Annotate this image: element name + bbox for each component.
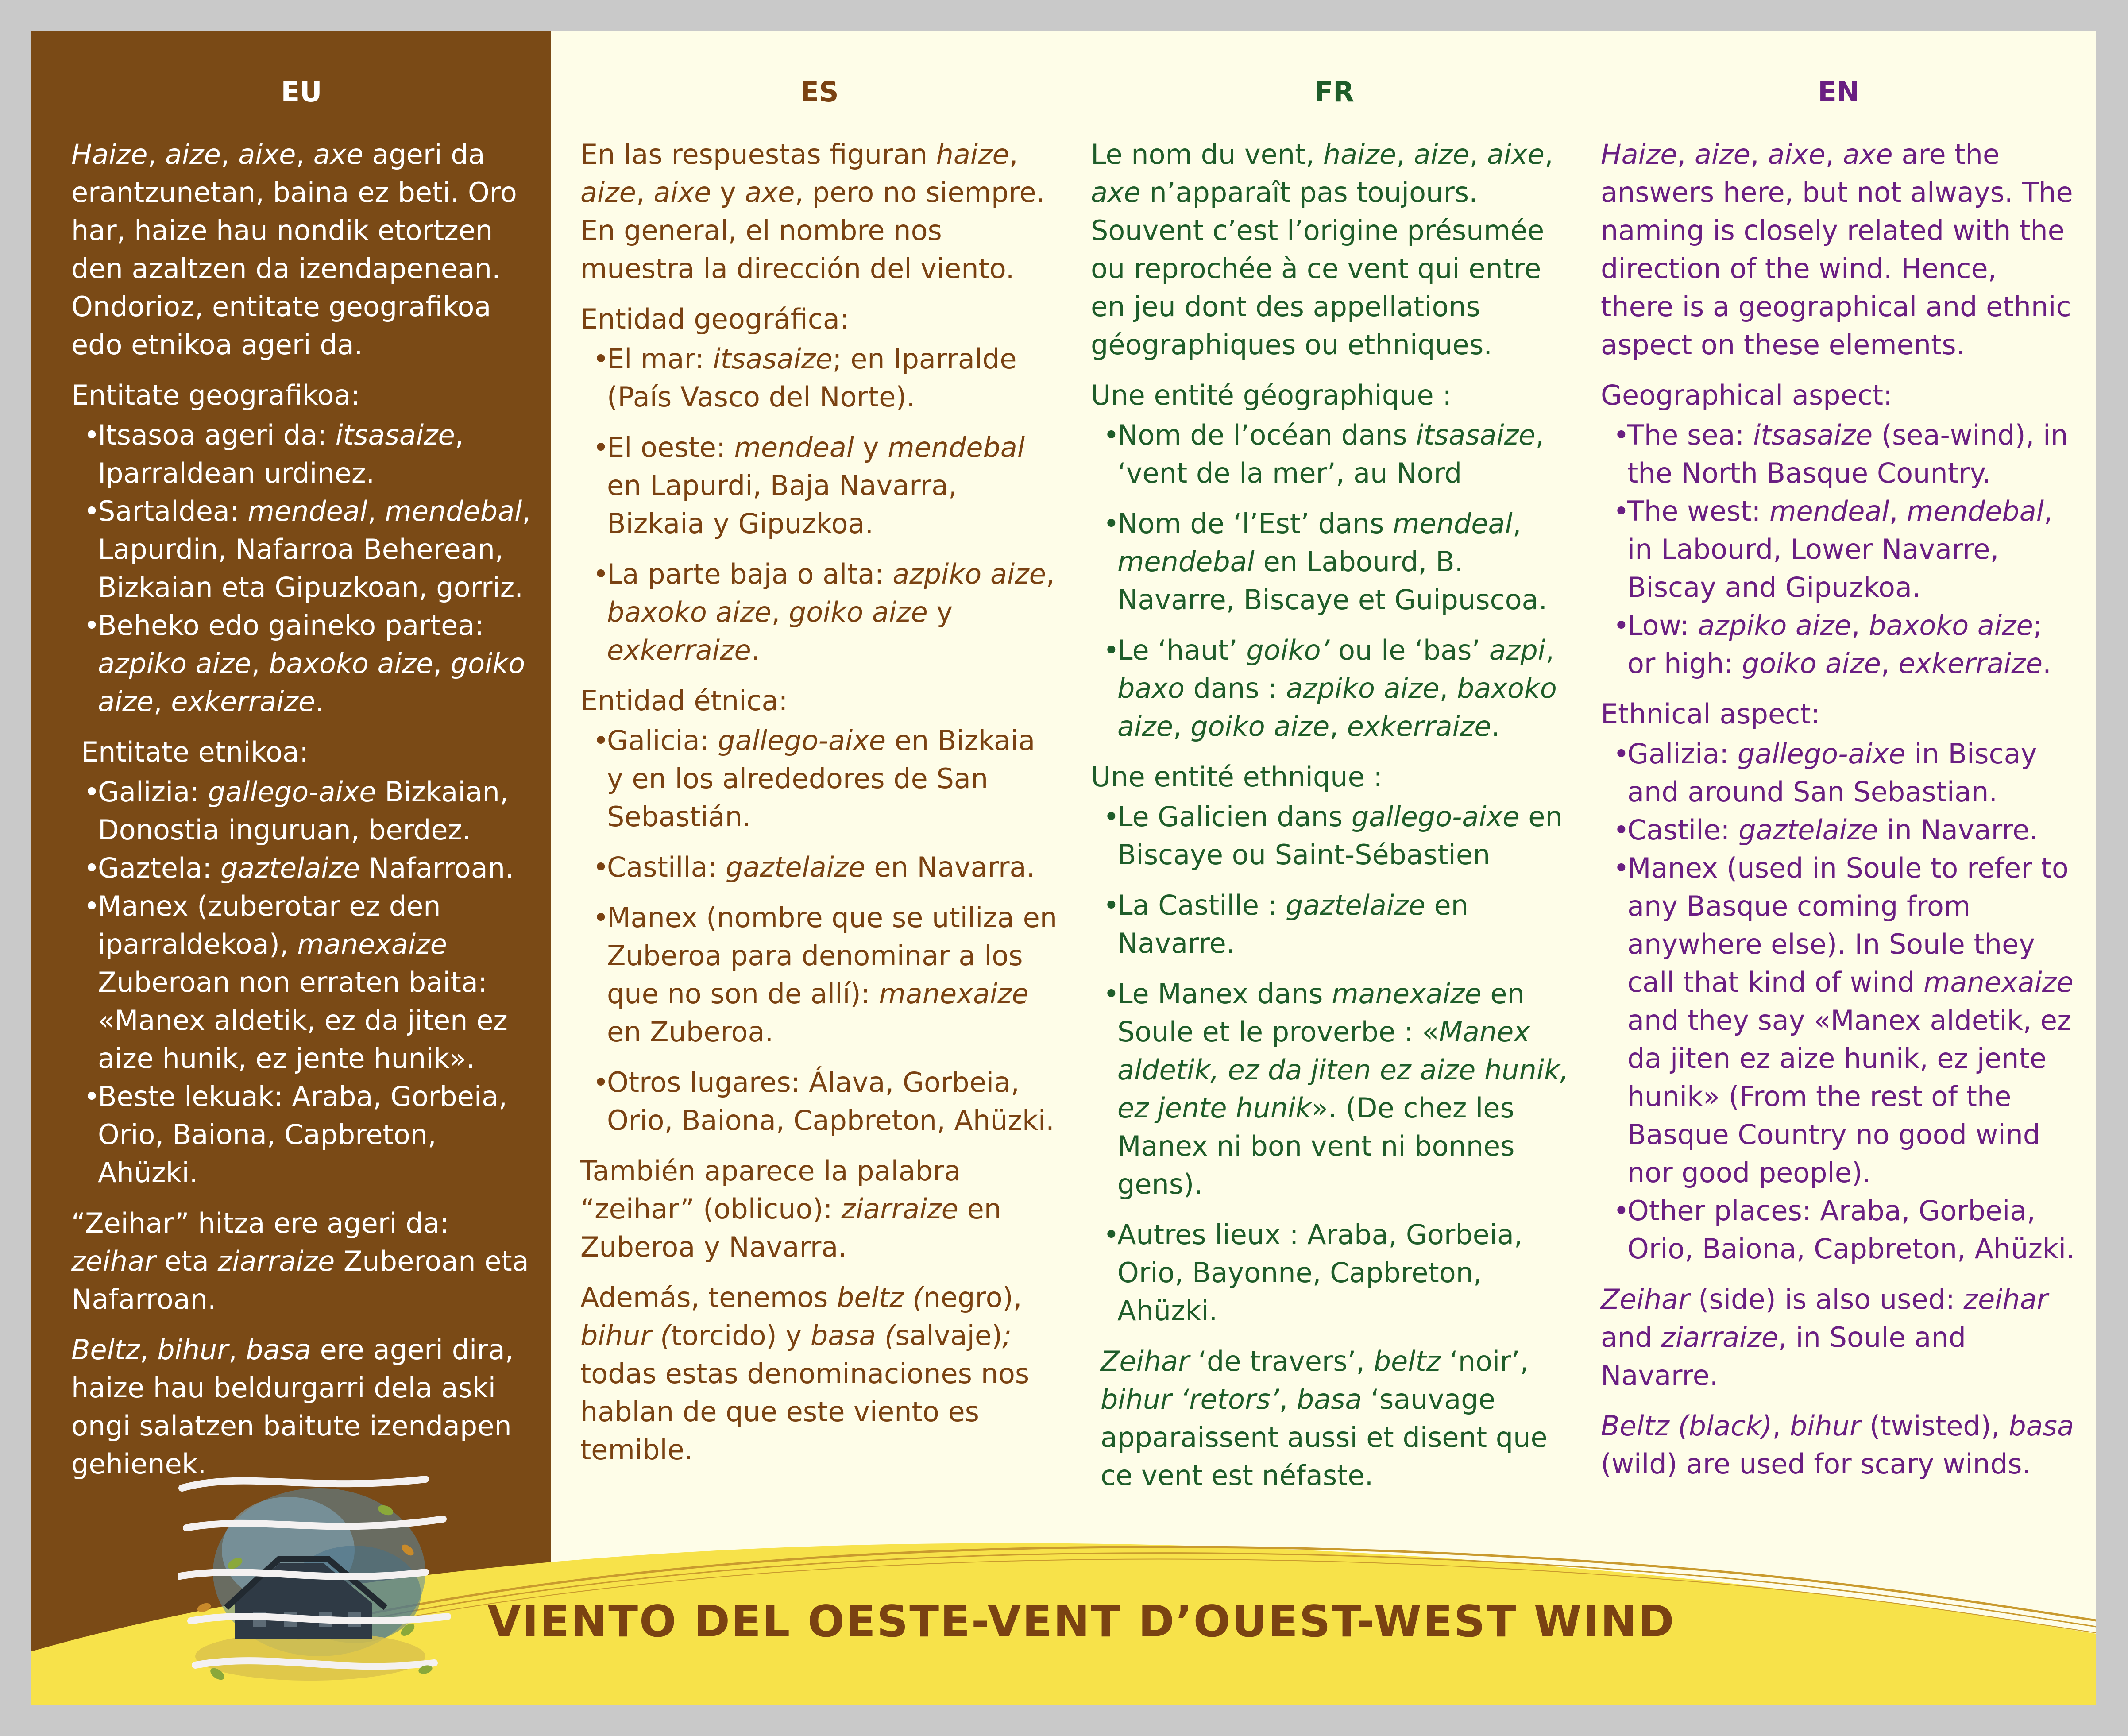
eu-geo-list [71,416,532,721]
list-item: • Le Galicien dans gallego-aixe en Biscaye ou Saint-Sébastien [1117,798,1578,874]
list-item: • Beste lekuak: Araba, Gorbeia, Orio, Baiona, Capbreton, Ahüzki. [98,1078,532,1192]
list-item: • Galizia: gallego-aixe Bizkaian, Donostia inguruan, berdez. [98,773,532,849]
eu-intro: Haize, aize, aixe, axe ageri da erantzunetan, baina ez beti. Oro har, haize hau nondik etortzen den azaltzen da izendapenean. Ondorioz, entitate geografikoa edo etnikoa ageri da. [71,138,517,361]
es-geo-label: Entidad geográfica: [580,303,849,335]
list-item: • Autres lieux : Araba, Gorbeia, Orio, Bayonne, Capbreton, Ahüzki. [1117,1216,1578,1330]
eu-geo-label: Entitate geografikoa: [71,379,360,411]
list-item: • The sea: itsasaize (sea-wind), in the North Basque Country. [1627,416,2077,492]
list-item: • The west: mendeal, mendebal, in Labourd, Lower Navarre, Biscay and Gipuzkoa. [1627,492,2077,607]
es-eth-label: Entidad étnica: [580,684,788,717]
list-item: • Castile: gaztelaize in Navarre. [1627,811,2077,849]
list-item: • Itsasoa ageri da: itsasaize, Iparraldean urdinez. [98,416,532,492]
eu-eth-label: Entitate etnikoa: [81,736,309,768]
list-item: • Castilla: gaztelaize en Navarra. [607,848,1058,886]
en-zeihar: Zeihar (side) is also used: zeihar and ziarraize, in Soule and Navarre. [1601,1283,2048,1392]
list-item: • El oeste: mendeal y mendebal en Lapurdi, Baja Navarra, Bizkaia y Gipuzkoa. [607,429,1058,543]
list-item: • Galicia: gallego-aixe en Bizkaia y en los alrededores de San Sebastián. [607,722,1058,836]
es-eth-list [580,722,1058,1140]
en-geo-label: Geographical aspect: [1601,379,1892,411]
wind-house-illustration [178,1461,452,1692]
list-item: • Galizia: gallego-aixe in Biscay and around San Sebastian. [1627,735,2077,811]
list-item: • Nom de l’océan dans itsasaize, ‘vent de la mer’, au Nord [1117,416,1578,492]
list-item: • Le Manex dans manexaize en Soule et le proverbe : «Manex aldetik, ez da jiten ez aize hunik, ez jente hunik». (De chez les Manex ni bon vent ni bonnes gens). [1117,975,1578,1203]
list-item: • Manex (zuberotar ez den iparraldekoa), manexaize Zuberoan non erraten baita: «Manex aldetik, ez da jiten ez aize hunik, ez jente hunik». [98,887,532,1078]
fr-heading: FR [1314,76,1355,108]
eu-beltz: Beltz, bihur, basa ere ageri dira, haize hau beldurgarri dela aski ongi salatzen baitute izendapen gehienek. [71,1334,514,1480]
list-item: • Sartaldea: mendeal, mendebal, Lapurdin, Nafarroa Beherean, Bizkaian eta Gipuzkoan, gorriz. [98,492,532,607]
list-item: • Otros lugares: Álava, Gorbeia, Orio, Baiona, Capbreton, Ahüzki. [607,1063,1058,1140]
fr-zeihar: Zeihar ‘de travers’, beltz ‘noir’, bihur ‘retors’, basa ‘sauvage apparaissent aussi et disent que ce vent est néfaste. [1101,1345,1548,1492]
en-eth-label: Ethnical aspect: [1601,698,1820,730]
list-item: • Manex (nombre que se utiliza en Zuberoa para denominar a los que no son de allí): manexaize en Zuberoa. [607,899,1058,1051]
footer-title: VIENTO DEL OESTE-VENT D’OUEST-WEST WIND [487,1597,1676,1647]
list-item: • La Castille : gaztelaize en Navarre. [1117,886,1578,963]
list-item: • Manex (used in Soule to refer to any Basque coming from anywhere else). In Soule they call that kind of wind manexaize and they say «Manex aldetik, ez da jiten ez aize hunik, ez jente hunik» (From the rest of the Basque Country no good wind nor good people). [1627,849,2077,1192]
en-geo-list [1601,416,2077,683]
en-eth-list [1601,735,2077,1268]
list-item: • La parte baja o alta: azpiko aize, baxoko aize, goiko aize y exkerraize. [607,555,1058,669]
en-heading: EN [1818,76,1860,108]
es-intro: En las respuestas figuran haize, aize, aixe y axe, pero no siempre. En general, el nombre nos muestra la dirección del viento. [580,138,1045,285]
eu-heading: EU [281,76,322,108]
list-item: • Beheko edo gaineko partea: azpiko aize, baxoko aize, goiko aize, exkerraize. [98,607,532,721]
es-heading: ES [800,76,839,108]
list-item: • Le ‘haut’ goiko’ ou le ‘bas’ azpi, baxo dans : azpiko aize, baxoko aize, goiko aize, exkerraize. [1117,631,1578,746]
eu-zeihar: “Zeihar” hitza ere ageri da: zeihar eta ziarraize Zuberoan eta Nafarroan. [71,1207,529,1315]
list-item: • Nom de ‘l’Est’ dans mendeal, mendebal en Labourd, B. Navarre, Biscaye et Guipuscoa. [1117,505,1578,619]
fr-eth-label: Une entité ethnique : [1091,761,1383,793]
list-item: • El mar: itsasaize; en Iparralde (País Vasco del Norte). [607,340,1058,416]
list-item: • Low: azpiko aize, baxoko aize; or high: goiko aize, exkerraize. [1627,607,2077,683]
fr-geo-list [1091,416,1578,746]
poster [31,31,2096,1705]
fr-intro: Le nom du vent, haize, aize, aixe, axe n’apparaît pas toujours. Souvent c’est l’origine présumée ou reprochée à ce vent qui entre en jeu dont des appellations géographiques ou ethniques. [1091,138,1553,361]
list-item: • Other places: Araba, Gorbeia, Orio, Baiona, Capbreton, Ahüzki. [1627,1192,2077,1268]
es-zeihar: También aparece la palabra “zeihar” (oblicuo): ziarraize en Zuberoa y Navarra. [580,1155,1002,1263]
eu-eth-list [71,773,532,1192]
list-item: • Gaztela: gaztelaize Nafarroan. [98,849,532,887]
en-beltz: Beltz (black), bihur (twisted), basa (wild) are used for scary winds. [1601,1410,2074,1480]
es-geo-list [580,340,1058,669]
en-intro: Haize, aize, aixe, axe are the answers here, but not always. The naming is closely related with the direction of the wind. Hence, there is a geographical and ethnic aspect on these elements. [1601,138,2073,361]
eu-column [71,31,532,1546]
en-column [1601,31,2077,1546]
fr-column [1091,31,1578,1546]
fr-geo-label: Une entité géographique : [1091,379,1452,411]
es-column [580,31,1058,1546]
fr-eth-list [1091,798,1578,1330]
es-beltz: Además, tenemos beltz (negro), bihur (torcido) y basa (salvaje); todas estas denominaciones nos hablan de que este viento es temible. [580,1281,1030,1466]
